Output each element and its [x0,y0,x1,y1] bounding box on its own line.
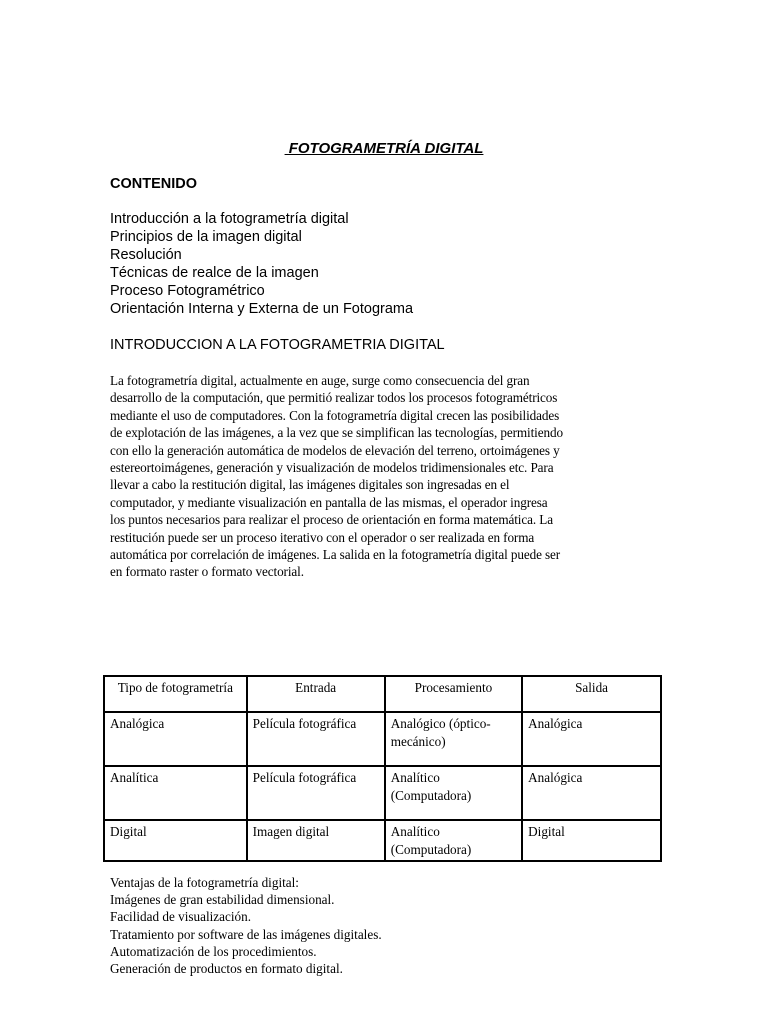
advantages-heading: Ventajas de la fotogrametría digital: [110,875,299,890]
table-cell: Analógica [104,712,247,766]
paragraph-line: estereortoimágenes, generación y visualización de modelos tridimensionales etc. Para [110,460,554,476]
contents-item: Técnicas de realce de la imagen [110,265,319,281]
contents-item: Proceso Fotogramétrico [110,283,265,299]
paragraph-line: desarrollo de la computación, que permitió realizar todos los procesos fotogramétricos [110,390,558,406]
section-heading: INTRODUCCION A LA FOTOGRAMETRIA DIGITAL [110,337,445,353]
table-header-cell: Entrada [247,676,385,712]
table-cell: Analítico (Computadora) [385,766,522,820]
paragraph-line: con ello la generación automática de modelos de elevación del terreno, ortoimágenes y [110,442,560,458]
table-cell: Imagen digital [247,820,385,861]
table-cell: Analógica [522,712,661,766]
table-row [104,712,661,766]
table-cell: Analógico (óptico-mecánico) [385,712,522,766]
table-cell: Digital [522,820,661,861]
table-cell: Analítica [104,766,247,820]
paragraph-line: los puntos necesarios para realizar el proceso de orientación en forma matemática. La [110,512,553,528]
paragraph-line: en formato raster o formato vectorial. [110,564,304,580]
table-row [104,820,661,861]
advantage-item: Imágenes de gran estabilidad dimensional. [110,892,335,908]
paragraph-line: mediante el uso de computadores. Con la fotogrametría digital crecen las posibilidades [110,407,560,423]
contents-heading: CONTENIDO [110,176,197,192]
contents-item: Orientación Interna y Externa de un Fotograma [110,301,414,317]
table-header-row [104,676,661,712]
paragraph-line: computador, y mediante visualización en pantalla de las mismas, el operador ingresa [110,494,548,510]
contents-item: Resolución [110,247,182,263]
document-title: FOTOGRAMETRÍA DIGITAL [284,140,484,157]
advantage-item: Tratamiento por software de las imágenes digitales. [110,926,382,942]
advantages-list [110,874,382,977]
photogrammetry-types-table [103,675,662,862]
intro-paragraph [110,372,670,581]
table-cell: Analógica [522,766,661,820]
advantage-item: Facilidad de visualización. [110,909,251,925]
paragraph-line: de explotación de las imágenes, a la vez que se simplifican las tecnologías, permitiendo [110,425,563,441]
contents-item: Principios de la imagen digital [110,229,302,245]
paragraph-line: automática por correlación de imágenes. La salida en la fotogrametría digital puede ser [110,547,561,563]
table-cell: Película fotográfica [247,766,385,820]
table-cell: Analítico (Computadora) [385,820,522,861]
contents-item: Introducción a la fotogrametría digital [110,211,349,227]
table-cell: Digital [104,820,247,861]
table-row [104,766,661,820]
table-cell: Película fotográfica [247,712,385,766]
paragraph-line: llevar a cabo la restitución digital, las imágenes digitales son ingresadas en el [110,477,510,493]
table-header-cell: Procesamiento [385,676,522,712]
contents-list [110,210,413,318]
table-header-cell: Salida [522,676,661,712]
advantage-item: Generación de productos en formato digital. [110,961,343,977]
paragraph-line: La fotogrametría digital, actualmente en auge, surge como consecuencia del gran [110,373,530,388]
table-header-cell: Tipo de fotogrametría [104,676,247,712]
paragraph-line: restitución puede ser un proceso iterativo con el operador o ser realizada en forma [110,529,535,545]
advantage-item: Automatización de los procedimientos. [110,943,317,959]
